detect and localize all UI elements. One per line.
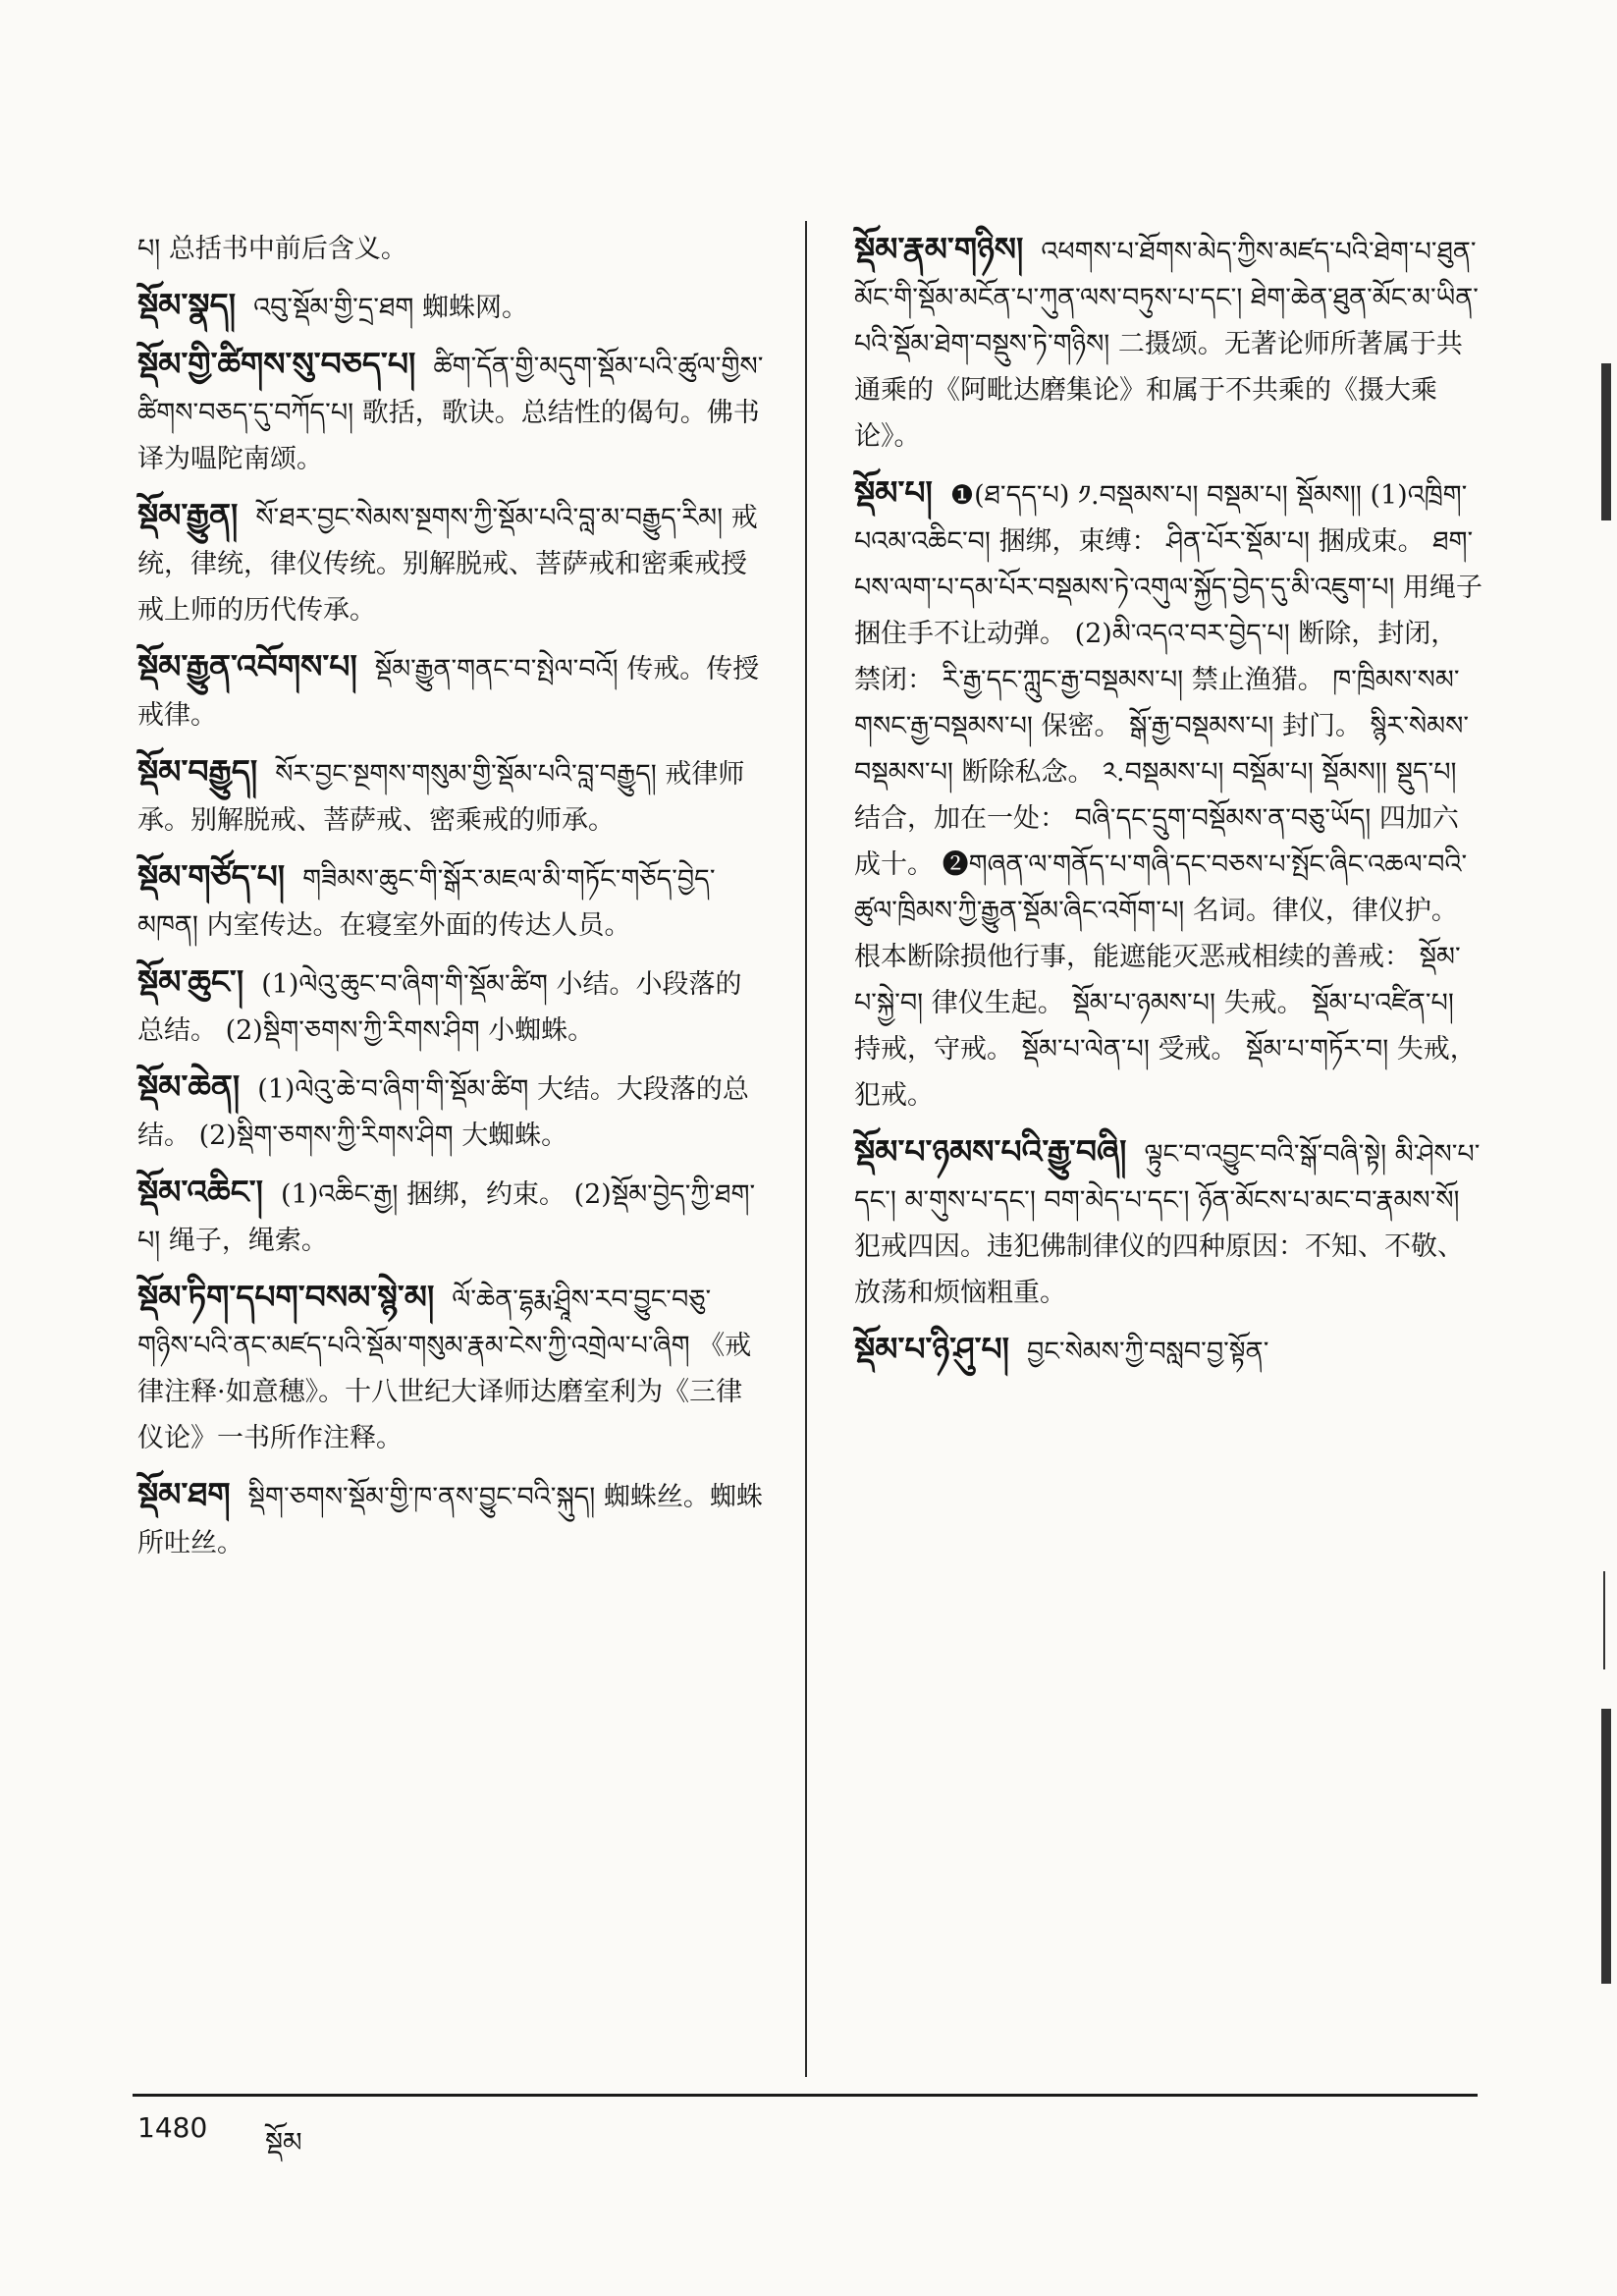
entry-definition: སྡིག་ཅགས་སྡོམ་གྱི་ཁ་ནས་བྱུང་བའི་སྐུད། [247, 1482, 596, 1512]
entry-headword: སྡོམ་ཐག [137, 1475, 231, 1513]
dictionary-entry [137, 643, 766, 738]
entry-definition: (2)སྡོམ་བྱེད་ཀྱི་ཐག་པ། [137, 1179, 756, 1256]
entry-definition: སྡོམ་པ་གཏོར་བ། [1246, 1034, 1389, 1065]
entry-definition: 《戒律注释·如意穗》。十八世纪大译师达磨室利为《三律仪论》一书所作注释。 [137, 1331, 752, 1453]
entry-headword: སྡོམ་པ་ཉམས་པའི་རྒྱུ་བཞི། [854, 1132, 1127, 1171]
dictionary-entry [137, 1471, 766, 1566]
entry-definition: ཚིག་དོན་གྱི་མདུག་སྡོམ་པའི་ཚུལ་གྱིས་ཚིགས་བཅད་དུ་བཀོད་པ། [137, 352, 764, 428]
entry-definition: (2)སྡིག་ཅགས་ཀྱི་རིགས་ཤིག [198, 1121, 454, 1151]
entry-definition: 封门。 [1281, 711, 1362, 741]
entry-definition: སྡོམ་པ་འཛིན་པ། [1312, 988, 1454, 1018]
entry-headword: སྡོམ་ཆེན། [137, 1067, 241, 1106]
edge-mark [1601, 1709, 1611, 1984]
entry-definition: (2)མི་འདའ་བར་བྱེད་པ། [1074, 619, 1290, 649]
entry-definition: 捆绑，约束。 [405, 1179, 566, 1210]
entry-definition: རི་རྒྱ་དང་ཀླུང་རྒྱ་བསྡམས་པ། [942, 665, 1184, 695]
entry-definition: པ། [137, 234, 161, 264]
entry-headword: སྡོམ་གྱི་ཚིགས་སུ་བཅད་པ། [137, 345, 416, 383]
entry-definition: ཤིན་པོར་སྡོམ་པ། [1166, 526, 1310, 557]
entry-definition: སྒོ་རྒྱ་བསྡམས་པ། [1129, 711, 1274, 741]
entry-headword: སྡོམ་སྣད། [137, 286, 237, 324]
entry-definition: 受戒。 [1158, 1034, 1238, 1065]
entry-definition: ❷གཞན་ལ་གནོད་པ་གཞི་དང་བཅས་པ་སྤོང་ཞིང་འཆལ་བའི་ཚུལ་ཁྲིམས་ཀྱི་རྒྱུན་སྡོམ་ཞིང་འགོག་པ། [854, 849, 1468, 926]
entry-definition: 歌括，歌诀。总结性的偈句。佛书译为嗢陀南颂。 [137, 398, 760, 474]
entry-headword: སྡོམ་རྣམ་གཉིས། [854, 230, 1024, 268]
dictionary-entry [137, 282, 766, 331]
dictionary-entry [137, 853, 766, 949]
dictionary-entry [137, 1169, 766, 1264]
entry-definition: 律仪生起。 [931, 988, 1064, 1018]
entry-definition: སྡོམ་པ་ལེན་པ། [1021, 1034, 1150, 1065]
entry-definition: ཐག་པས་ལག་པ་དམ་པོར་བསྡམས་ཏེ་འགུལ་སྐྱོད་བྱེད་དུ་མི་འཇུག་པ། [854, 526, 1474, 603]
page-number: 1480 [137, 2111, 208, 2144]
entry-definition: 大结。大段落的总结。 [137, 1074, 749, 1151]
entry-definition: སོར་བྱང་སྔགས་གསུམ་གྱི་སྡོམ་པའི་བླ་བརྒྱུད། [275, 759, 657, 790]
entry-definition: སྡོམ་རྒྱུན་གནང་བ་སྤེལ་བའོ། [374, 654, 619, 684]
entry-definition: 总括书中前后含义。 [168, 234, 407, 264]
entry-definition: 内室传达。在寝室外面的传达人员。 [206, 910, 631, 941]
entry-definition: 禁止渔猎。 [1191, 665, 1324, 695]
entry-definition: འབུ་སྡོམ་གྱི་དྲ་ཐག [253, 293, 414, 323]
entry-headword: སྡོམ་པ་ཉི་ཤུ་པ། [854, 1330, 1010, 1368]
dictionary-entry [137, 748, 766, 844]
entry-definition: 断除，封闭，禁闭： [854, 619, 1458, 695]
entry-definition: 失戒。 [1223, 988, 1304, 1018]
entry-headword: སྡོམ་བརྒྱུད། [137, 752, 258, 791]
entry-definition: 名词。律仪，律仪护。根本断除损他行事，能遮能灭恶戒相续的善戒： [854, 896, 1458, 972]
entry-definition: ༢.བསྡམས་པ། བསྡོམ་པ། སྡོམས།། སྡུད་པ། [1103, 757, 1457, 788]
dictionary-entry [854, 1128, 1482, 1316]
entry-definition: 断除私念。 [961, 757, 1095, 788]
entry-definition: ❶(ཐ་དད་པ) ༡.བསྡམས་པ། བསྡམ་པ། སྡོམས།། (1)འཁྲིག་པའམ་འཆིང་བ། [854, 480, 1468, 557]
right-column [854, 226, 1482, 1385]
entry-definition: 四加六成十。 [854, 803, 1459, 880]
entry-definition: 结合，加在一处： [854, 803, 1066, 834]
entry-headword: སྡོམ་གཙོད་པ། [137, 857, 286, 896]
entry-headword: སྡོམ་པ། [854, 473, 933, 512]
guide-word: སྡོམ [265, 2126, 302, 2159]
entry-definition: ཁ་ཁྲིམས་སམ་གསང་རྒྱ་བསྡམས་པ། [854, 665, 1460, 741]
entry-definition: སྡོམ་པ་ཉམས་པ། [1072, 988, 1215, 1018]
entry-definition: 持戒，守戒。 [854, 1034, 1013, 1065]
entry-definition: 小结。小段落的总结。 [137, 969, 742, 1046]
dictionary-entry [854, 1326, 1482, 1375]
entry-definition: 捆绑，束缚： [998, 526, 1159, 557]
entry-definition: བཞི་དང་དྲུག་བསྡོམས་ན་བཅུ་ཡོད། [1074, 803, 1372, 834]
entry-definition: 小蜘蛛。 [488, 1015, 595, 1046]
entry-headword: སྡོམ་རྒྱུན་འབོགས་པ། [137, 647, 357, 685]
footer-rule [133, 2094, 1478, 2097]
entry-definition: (1)ལེའུ་ཆུང་བ་ཞིག་གི་སྡོམ་ཚིག [261, 969, 548, 1000]
scan-edge [1591, 0, 1617, 2296]
entry-definition: (1)འཆིང་རྒྱ། [280, 1179, 399, 1210]
column-divider [805, 221, 807, 2077]
dictionary-entry [137, 1274, 766, 1461]
dictionary-entry [137, 492, 766, 633]
dictionary-entry [137, 958, 766, 1054]
entry-definition: 蜘蛛网。 [422, 293, 529, 323]
dictionary-entry [854, 469, 1482, 1119]
entry-definition: གཟིམས་ཆུང་གི་སྒོར་མཇལ་མི་གཏོང་གཅོད་བྱེད་མཁན། [137, 864, 716, 941]
entry-headword: སྡོམ་རྒྱུན། [137, 496, 239, 534]
entry-definition: (2)སྡིག་ཅགས་ཀྱི་རིགས་ཤིག [225, 1015, 480, 1046]
entry-definition: འཕགས་པ་ཐོགས་མེད་ཀྱིས་མཛད་པའི་ཐེག་པ་ཐུན་མོང་གི་སྡོམ་མངོན་པ་ཀུན་ལས་བཏུས་པ་དང་། ཐེག་ཆེན་ཐུན་མོང་མ་ཡིན་པའི་སྡོམ་ཐེག་བསྡུས་ཏེ་གཉིས། [854, 237, 1479, 359]
dictionary-entry [137, 341, 766, 482]
entry-definition: བྱང་སེམས་ཀྱི་བསླབ་བྱ་སྟོན་ [1027, 1337, 1269, 1367]
dictionary-entry [137, 1064, 766, 1159]
edge-mark [1603, 1571, 1605, 1669]
dictionary-entry [854, 226, 1482, 460]
entry-definition: 保密。 [1041, 711, 1121, 741]
entry-definition: 蜘蛛丝。蜘蛛所吐丝。 [137, 1482, 763, 1558]
entry-definition: 绳子，绳索。 [168, 1226, 328, 1256]
entry-definition: སྙིར་སེམས་བསྡམས་པ། [854, 711, 1469, 788]
entry-definition: ལྟུང་བ་འབྱུང་བའི་སྒོ་བཞི་སྟེ། མི་ཤེས་པ་དང་། མ་གུས་པ་དང་། བག་མེད་པ་དང་། ཉོན་མོངས་པ་མང་བ་རྣམས་སོ། [854, 1139, 1481, 1216]
entry-definition: (1)ལེའུ་ཆེ་བ་ཞིག་གི་སྡོམ་ཚིག [257, 1074, 529, 1105]
entry-definition: 失戒，犯戒。 [854, 1034, 1477, 1111]
entry-definition: སོ་ཐར་བྱང་སེམས་སྔགས་ཀྱི་སྡོམ་པའི་བླ་མ་བརྒྱུད་རིམ། [255, 503, 724, 533]
edge-mark [1601, 363, 1611, 520]
entry-definition: 戒律师承。别解脱戒、菩萨戒、密乘戒的师承。 [137, 759, 745, 836]
entry-definition: 用绳子捆住手不让动弹。 [854, 573, 1482, 649]
entry-headword: སྡོམ་འཆིང་། [137, 1173, 263, 1211]
entry-definition: ལོ་ཆེན་དྷརྨ་ཤྲཱིས་རབ་བྱུང་བཅུ་གཉིས་པའི་ནང་མཛད་པའི་སྡོམ་གསུམ་རྣམ་ངེས་ཀྱི་འགྲེལ་པ་ཞིག [137, 1285, 712, 1361]
entry-definition: 捆成束。 [1318, 526, 1425, 557]
dictionary-entry [137, 226, 766, 272]
entry-definition: 传戒。传授戒律。 [137, 654, 760, 731]
entry-definition: སྡོམ་པ་སྐྱེ་བ། [854, 942, 1461, 1018]
entry-headword: སྡོམ་ཏིག་དཔག་བསམ་སྙེ་མ། [137, 1278, 435, 1316]
entry-definition: 大蜘蛛。 [461, 1121, 568, 1151]
entry-definition: 戒统，律统，律仪传统。别解脱戒、菩萨戒和密乘戒授戒上师的历代传承。 [137, 503, 758, 626]
entry-definition: 犯戒四因。违犯佛制律仪的四种原因：不知、不敬、放荡和烦恼粗重。 [854, 1231, 1464, 1308]
entry-definition: 二摄颂。无著论师所著属于共通乘的《阿毗达磨集论》和属于不共乘的《摄大乘论》。 [854, 329, 1463, 452]
left-column [137, 226, 766, 1576]
entry-headword: སྡོམ་ཆུང་། [137, 962, 244, 1001]
